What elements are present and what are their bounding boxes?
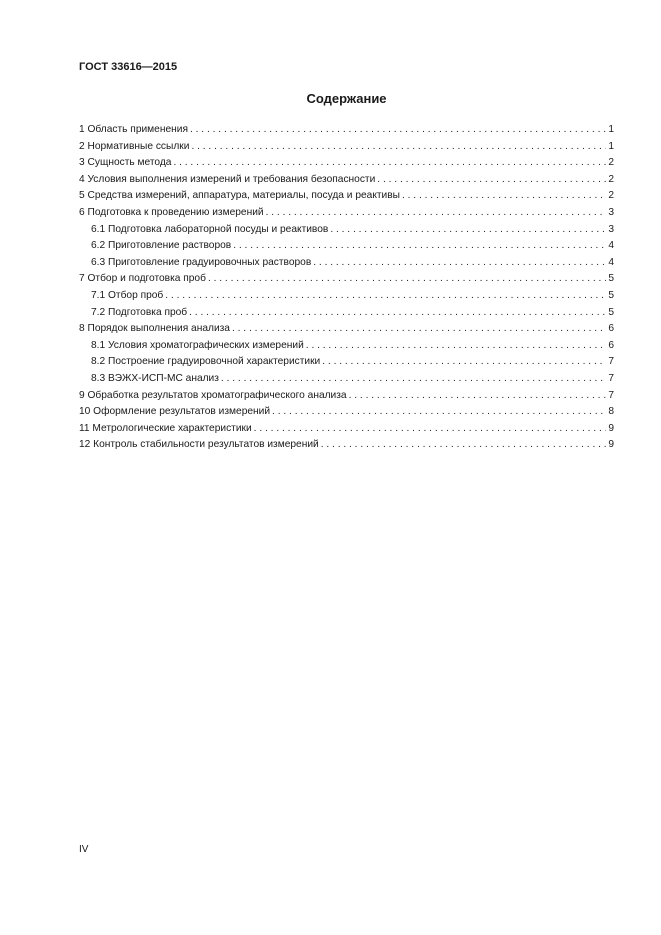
toc-entry-page: 3 — [608, 206, 614, 218]
toc-leader-dots — [321, 437, 607, 454]
toc-entry-label: 3 Сущность метода — [79, 157, 172, 169]
toc-entry[interactable] — [79, 188, 614, 205]
toc-leader-dots — [402, 188, 606, 205]
toc-leader-dots — [349, 388, 607, 405]
toc-entry-label: 6 Подготовка к проведению измерений — [79, 206, 264, 218]
toc-entry[interactable] — [79, 437, 614, 454]
toc-entry-page: 2 — [608, 190, 614, 202]
toc-leader-dots — [266, 205, 607, 222]
toc-entry[interactable] — [79, 404, 614, 421]
toc-entry-label: 7.2 Подготовка проб — [91, 306, 188, 318]
toc-entry[interactable] — [79, 172, 614, 189]
toc-leader-dots — [272, 404, 606, 421]
toc-entry-page: 1 — [608, 124, 614, 135]
toc-entry-label: 8.1 Условия хроматографических измерений — [91, 339, 304, 351]
toc-entry-label: 10 Оформление результатов измерений — [79, 406, 271, 418]
page-number: IV — [79, 844, 89, 855]
toc-entry[interactable] — [79, 421, 614, 438]
toc-entry-page: 6 — [608, 339, 614, 351]
toc-entry-label: 8 Порядок выполнения анализа — [79, 323, 230, 335]
document-header-standard: ГОСТ 33616—2015 — [79, 61, 178, 73]
toc-leader-dots — [190, 122, 606, 139]
toc-leader-dots — [221, 371, 606, 388]
toc-entry[interactable] — [79, 321, 614, 338]
toc-entry-label: 6.3 Приготовление градуировочных растворов — [91, 256, 312, 268]
toc-entry-page: 9 — [608, 422, 614, 434]
toc-subentry[interactable] — [79, 305, 614, 322]
toc-entry-label: 4 Условия выполнения измерений и требования безопасности — [79, 173, 376, 185]
toc-subentry[interactable] — [79, 354, 614, 371]
table-of-contents — [79, 122, 614, 454]
toc-entry-page: 3 — [608, 223, 614, 235]
toc-entry-page: 7 — [608, 356, 614, 368]
toc-entry-label: 11 Метрологические характеристики — [79, 422, 252, 434]
toc-subentry[interactable] — [79, 222, 614, 239]
toc-leader-dots — [377, 172, 606, 189]
toc-entry[interactable] — [79, 271, 614, 288]
toc-subentry[interactable] — [79, 338, 614, 355]
toc-entry-page: 1 — [608, 140, 614, 152]
toc-entry-page: 8 — [608, 406, 614, 418]
toc-entry-label: 5 Средства измерений, аппаратура, материалы, посуда и реактивы — [79, 190, 400, 202]
toc-entry-page: 6 — [608, 323, 614, 335]
toc-leader-dots — [189, 305, 606, 322]
toc-entry-label: 8.2 Построение градуировочной характеристики — [91, 356, 321, 368]
toc-leader-dots — [232, 321, 606, 338]
toc-entry-page: 9 — [608, 439, 614, 451]
toc-entry[interactable] — [79, 388, 614, 405]
toc-entry-page: 2 — [608, 173, 614, 185]
toc-entry-page: 5 — [608, 306, 614, 318]
toc-entry-label: 1 Область применения — [79, 124, 188, 135]
toc-leader-dots — [233, 238, 606, 255]
toc-entry-label: 12 Контроль стабильности результатов измерений — [79, 439, 319, 451]
toc-entry-page: 4 — [608, 256, 614, 268]
toc-leader-dots — [322, 354, 606, 371]
toc-entry-label: 7 Отбор и подготовка проб — [79, 273, 206, 285]
toc-entry-page: 5 — [608, 289, 614, 301]
toc-leader-dots — [306, 338, 607, 355]
page-title: Содержание — [306, 91, 387, 106]
toc-entry[interactable] — [79, 122, 614, 139]
toc-subentry[interactable] — [79, 288, 614, 305]
toc-leader-dots — [173, 155, 606, 172]
toc-entry-label: 8.3 ВЭЖХ-ИСП-МС анализ — [91, 372, 219, 384]
toc-leader-dots — [191, 139, 606, 156]
toc-entry-page: 7 — [608, 389, 614, 401]
toc-entry-label: 7.1 Отбор проб — [91, 289, 164, 301]
toc-entry[interactable] — [79, 155, 614, 172]
toc-subentry[interactable] — [79, 371, 614, 388]
toc-subentry[interactable] — [79, 255, 614, 272]
toc-subentry[interactable] — [79, 238, 614, 255]
toc-leader-dots — [254, 421, 607, 438]
toc-leader-dots — [313, 255, 606, 272]
toc-entry-label: 9 Обработка результатов хроматографического анализа — [79, 389, 347, 401]
toc-entry-page: 5 — [608, 273, 614, 285]
toc-entry[interactable] — [79, 139, 614, 156]
toc-entry-label: 6.1 Подготовка лабораторной посуды и реактивов — [91, 223, 329, 235]
toc-entry-page: 4 — [608, 240, 614, 252]
toc-entry-page: 7 — [608, 372, 614, 384]
toc-leader-dots — [208, 271, 606, 288]
toc-entry-label: 6.2 Приготовление растворов — [91, 240, 232, 252]
toc-entry[interactable] — [79, 205, 614, 222]
toc-entry-label: 2 Нормативные ссылки — [79, 140, 190, 152]
toc-entry-page: 2 — [608, 157, 614, 169]
toc-leader-dots — [330, 222, 606, 239]
toc-leader-dots — [165, 288, 606, 305]
